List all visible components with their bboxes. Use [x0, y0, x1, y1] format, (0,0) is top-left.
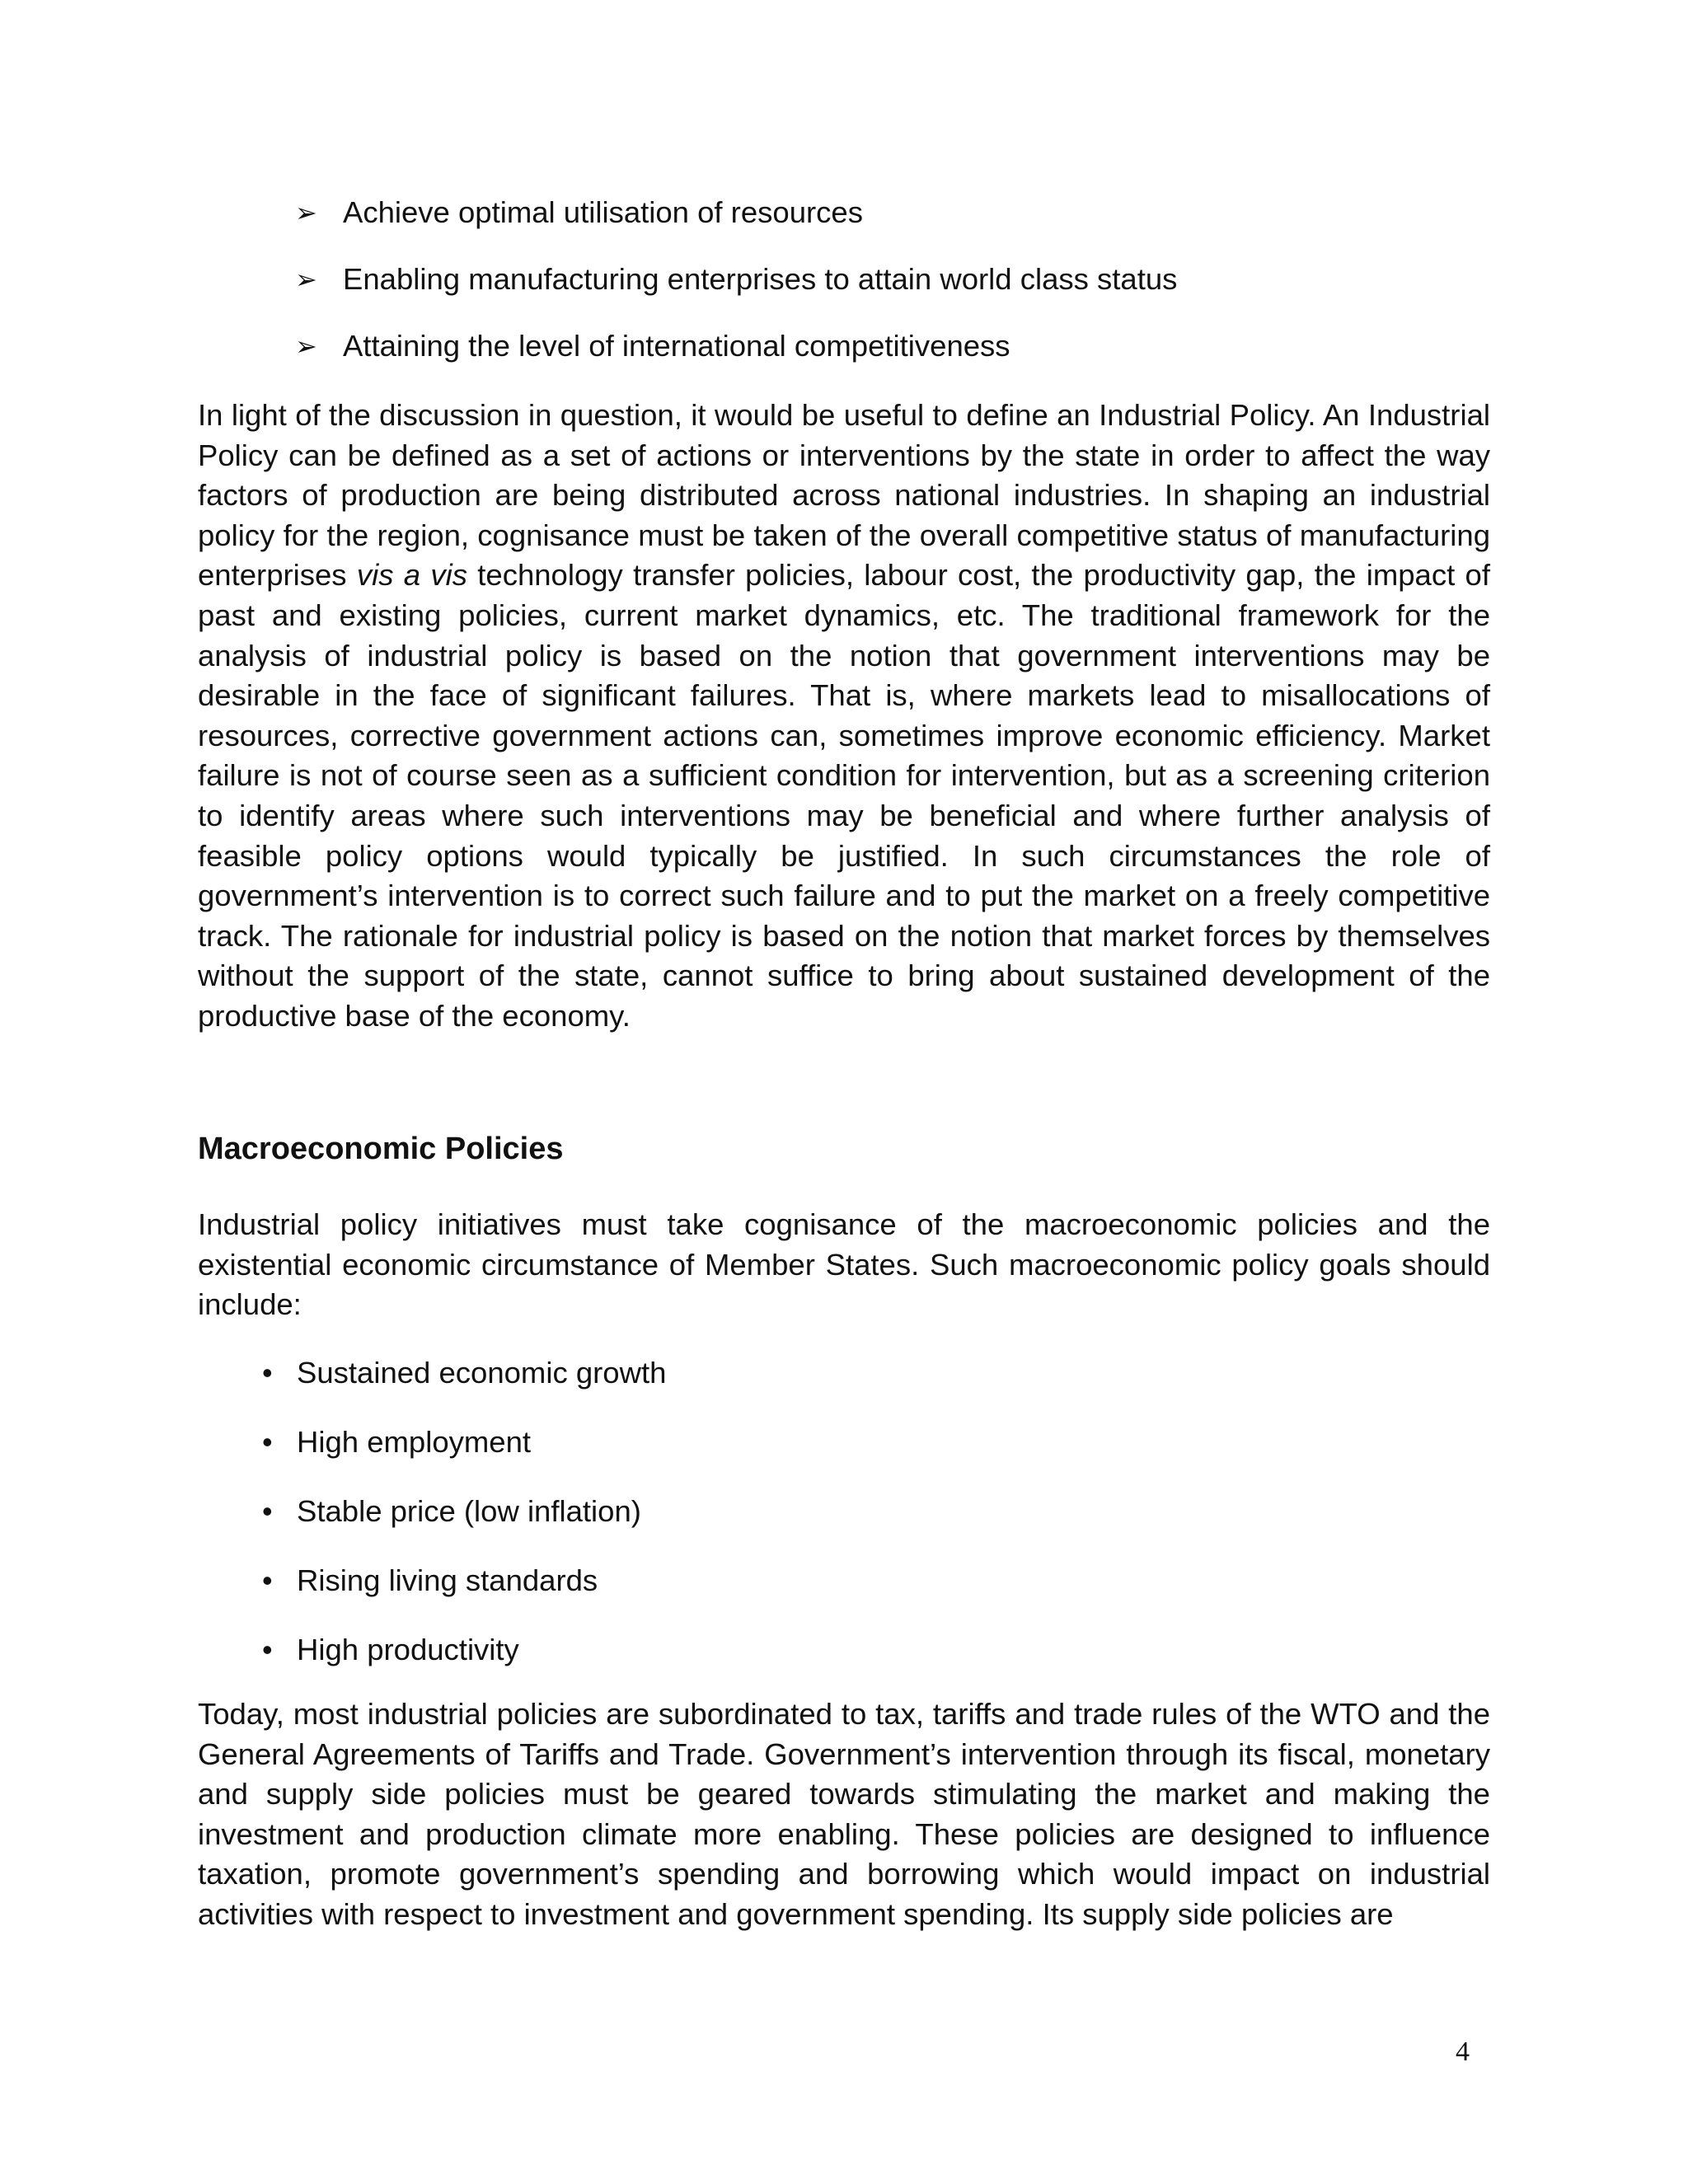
- dot-bullet-icon: •: [262, 1633, 273, 1666]
- section-heading: Macroeconomic Policies: [198, 1132, 564, 1166]
- dot-bullet-icon: •: [262, 1563, 273, 1597]
- page-number: 4: [1456, 2036, 1470, 2067]
- dot-bullet-icon: •: [262, 1425, 273, 1459]
- tariffs-paragraph: Today, most industrial policies are subordinated to tax, tariffs and trade rules of the WTO and the General Agreements of Tariffs and Trade. Government’s intervention through its fiscal, monetary and supply side policies must be geared towards stimulating the market and making the investment and production climate more enabling. These policies are designed to influence taxation, promote government’s spending and borrowing which would impact on industrial activities with respect to investment and government spending. Its supply side policies are: [198, 1697, 1490, 1931]
- arrow-bullet-icon: ➢: [295, 264, 317, 295]
- industrial-policy-paragraph: [198, 396, 1490, 1037]
- paragraph-text: technology transfer policies, labour cost, the productivity gap, the impact of past and existing policies, current market dynamics, etc. The traditional framework for the analysis of industrial policy is based on the notion that government interventions may be desirable in the face of significant failures. That is, where markets lead to misallocations of resources, corrective government actions can, sometimes improve economic efficiency. Market failure is not of course seen as a sufficient condition for intervention, but as a screening criterion to identify areas where such interventions may be beneficial and where further analysis of feasible policy options would typically be justified. In such circumstances the role of government’s intervention is to correct such failure and to put the market on a freely competitive track. The rationale for industrial policy is based on the notion that market forces by themselves without the support of the state, cannot suffice to bring about sustained development of the productive base of the economy.: [198, 558, 1490, 1033]
- list-item-text: Rising living standards: [297, 1563, 598, 1597]
- list-item-text: Enabling manufacturing enterprises to attain world class status: [343, 262, 1178, 296]
- arrow-bullet-icon: ➢: [295, 330, 317, 362]
- list-item-text: Achieve optimal utilisation of resources: [343, 195, 863, 229]
- dot-bullet-icon: •: [262, 1356, 273, 1390]
- list-item-text: High employment: [297, 1425, 532, 1459]
- arrow-bullet-icon: ➢: [295, 197, 317, 228]
- dot-bullet-icon: •: [262, 1494, 273, 1528]
- paragraph-text: In light of the discussion in question, it would be useful to define an Industrial Policy. An Industrial Policy can be defined as a set of actions or interventions by the state in order to affect the way factors of production are being distributed across national industries. In shaping an industrial policy for the region, cognisance must be taken of the overall competitive status of manufacturing enterprises: [198, 398, 1490, 593]
- macroeconomic-intro-paragraph: Industrial policy initiatives must take cognisance of the macroeconomic policies and the existential economic circumstance of Member States. Such macroeconomic policy goals should include:: [198, 1207, 1490, 1322]
- list-item-text: Attaining the level of international competitiveness: [343, 329, 1010, 363]
- list-item-text: Sustained economic growth: [297, 1356, 667, 1390]
- italic-phrase: vis a vis: [356, 558, 467, 593]
- list-item-text: High productivity: [297, 1633, 519, 1666]
- list-item-text: Stable price (low inflation): [297, 1494, 641, 1528]
